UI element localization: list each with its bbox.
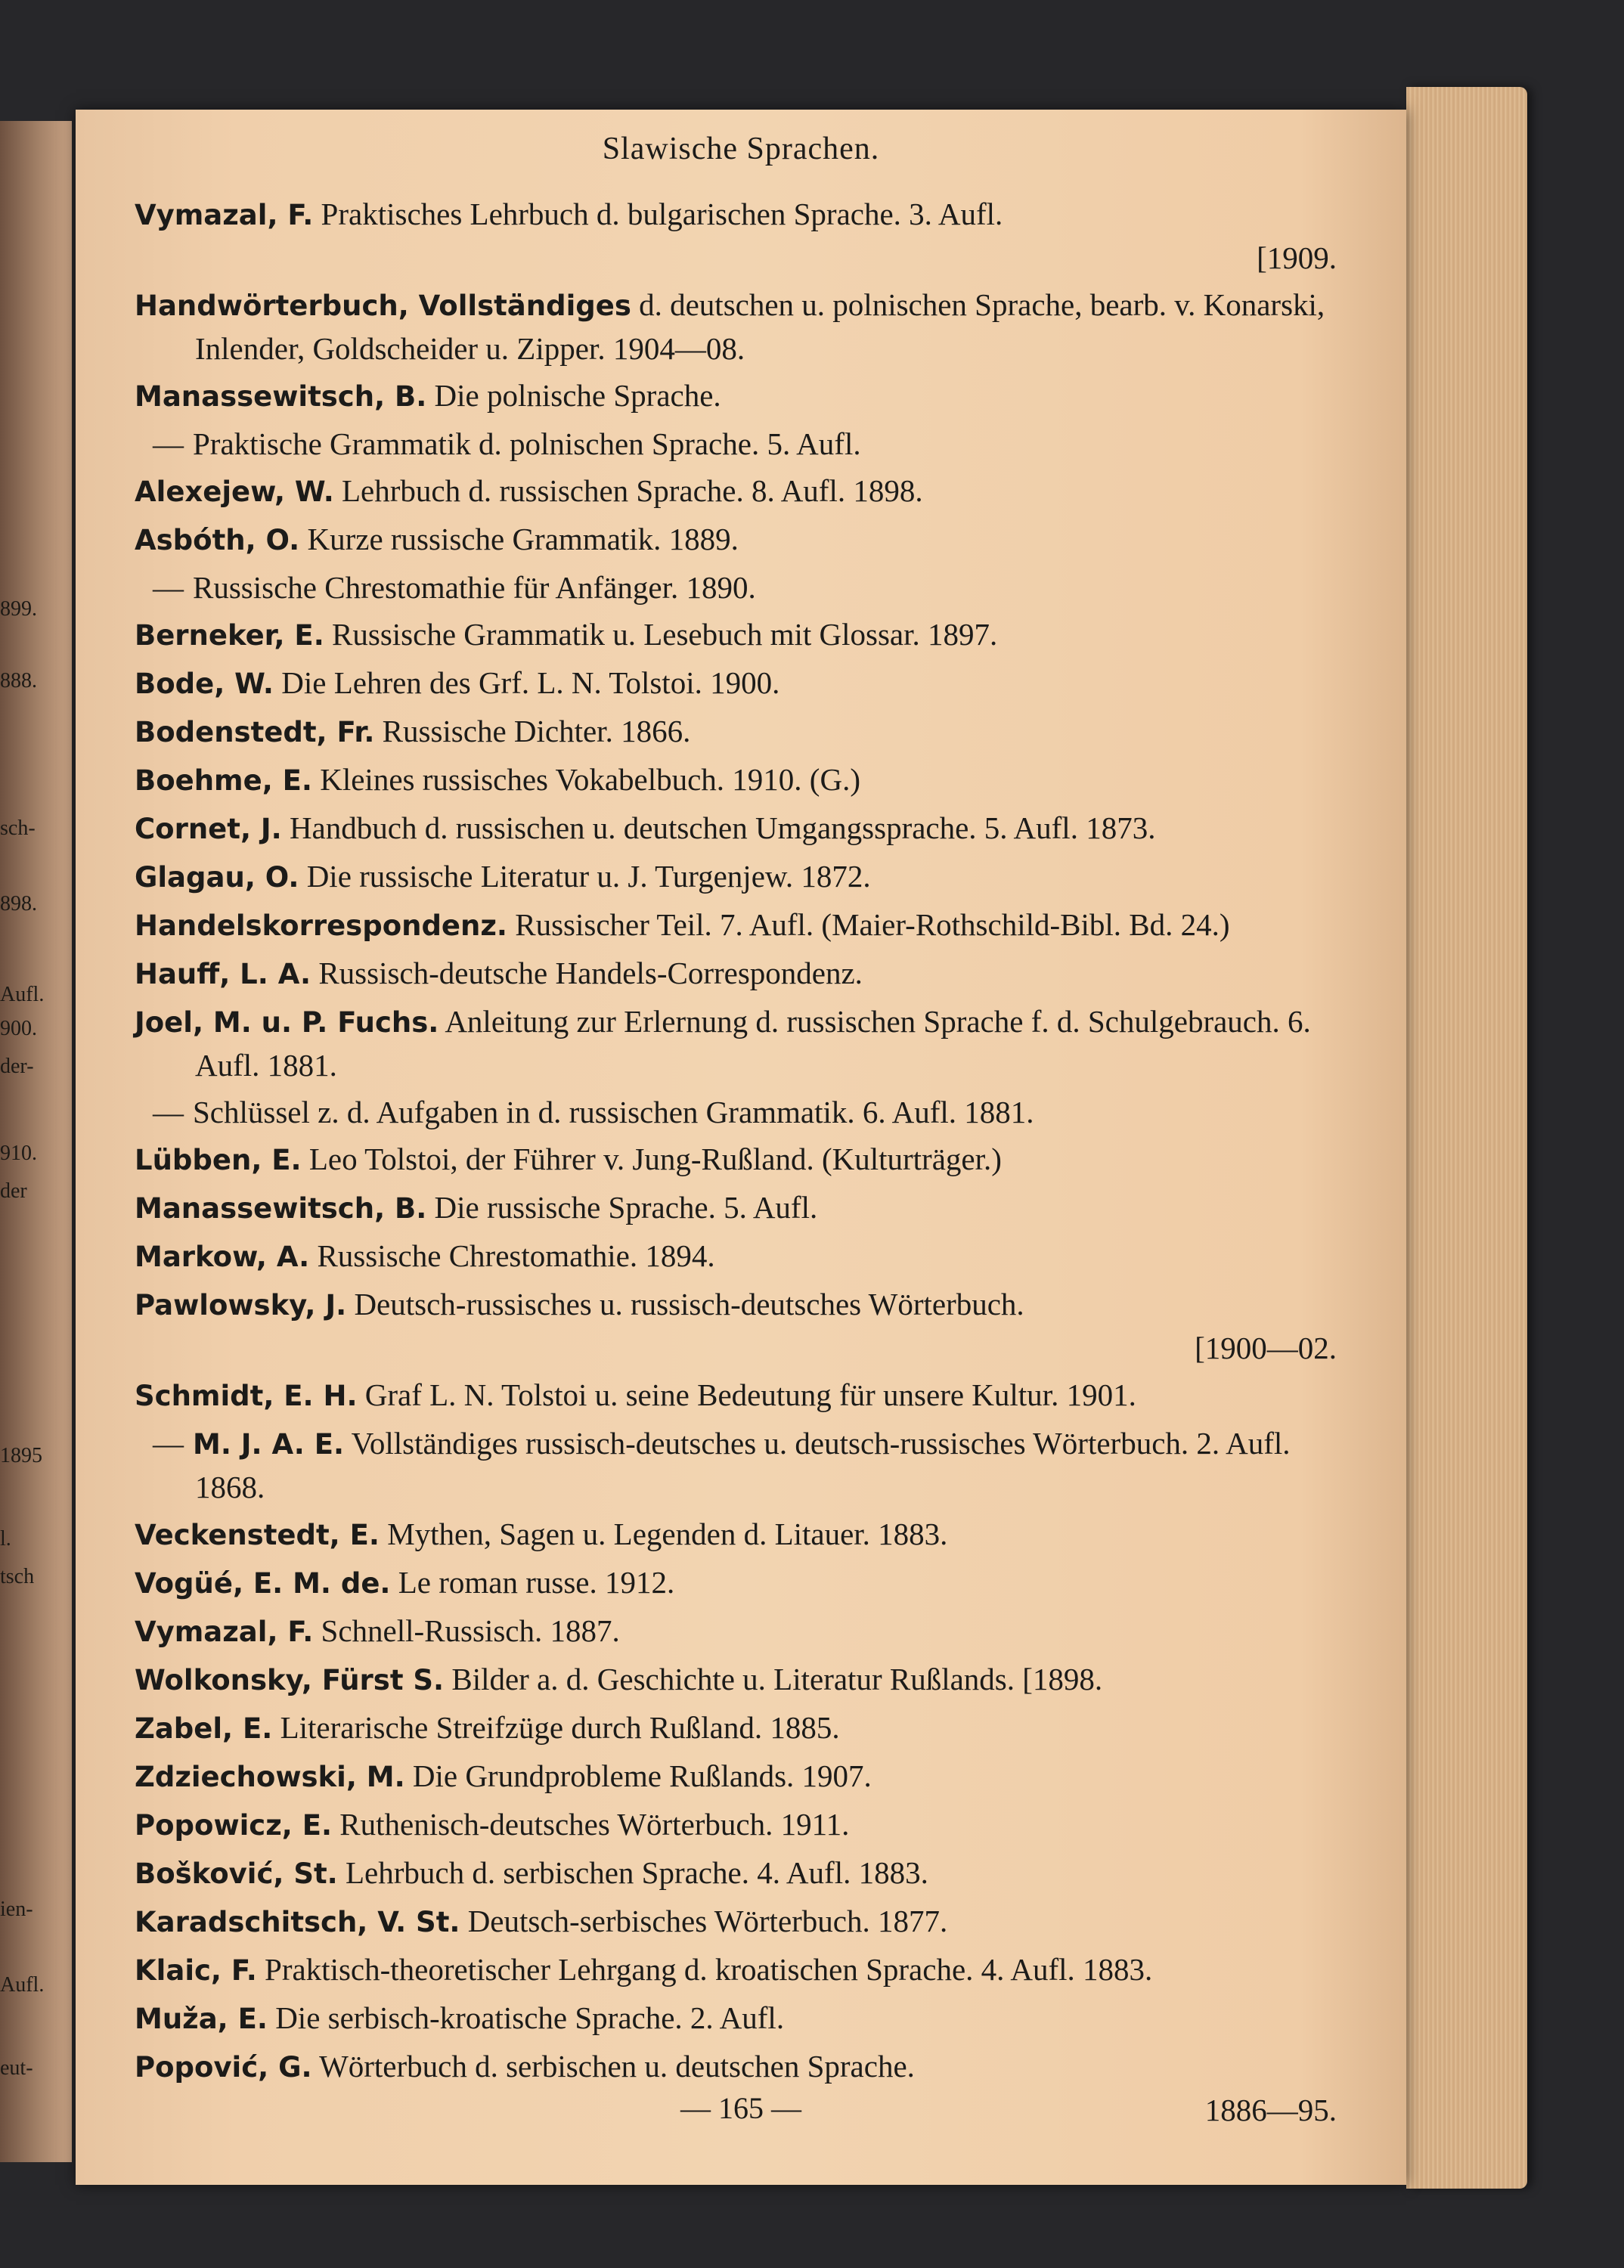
entry-author: Karadschitsch, V. St.	[135, 1906, 460, 1938]
facing-page-fragment: 899.	[0, 597, 37, 621]
entry-title: Die polnische Sprache.	[434, 378, 721, 413]
entry-title: Die serbisch-kroatische Sprache. 2. Aufl.	[275, 2000, 785, 2035]
entry-author: Berneker, E.	[135, 619, 324, 652]
entry-year-continuation: [1900—02.	[1195, 1331, 1337, 1365]
entry-author: Manassewitsch, B.	[135, 380, 427, 413]
entry-title: Russische Chrestomathie. 1894.	[317, 1238, 715, 1273]
entry-author: Schmidt, E. H.	[135, 1380, 358, 1412]
facing-page-fragment: Aufl.	[0, 1973, 45, 1997]
entry-title: Russische Dichter. 1866.	[382, 714, 691, 748]
ditto-dash: —	[153, 1426, 184, 1461]
entry-title: Kleines russisches Vokabelbuch. 1910. (G.)	[320, 762, 860, 797]
bibliography-entry	[135, 284, 1344, 370]
entry-author: Manassewitsch, B.	[135, 1192, 427, 1225]
facing-page-fragment: 900.	[0, 1017, 37, 1040]
bibliography-entry	[135, 1658, 1344, 1702]
entry-title: Deutsch-russisches u. russisch-deutsches Wörterbuch.	[354, 1287, 1024, 1321]
bibliography-entry	[135, 566, 1344, 609]
entry-title: Schnell-Russisch. 1887.	[321, 1613, 620, 1648]
facing-page-fragment: Aufl.	[0, 983, 45, 1006]
entry-author: Cornet, J.	[135, 813, 282, 845]
bibliography-entry	[135, 855, 1344, 899]
bibliography-entry	[135, 903, 1344, 947]
entry-author: Pawlowsky, J.	[135, 1289, 347, 1321]
entry-author: Muža, E.	[135, 2003, 268, 2035]
bibliography-entry	[135, 469, 1344, 513]
entry-author: M. J. A. E.	[193, 1428, 345, 1461]
entry-title: Graf L. N. Tolstoi u. seine Bedeutung für unsere Kultur. 1901.	[364, 1377, 1136, 1412]
entry-author: Vymazal, F.	[135, 199, 314, 231]
bibliography-entry	[135, 1000, 1344, 1086]
entry-title: Wörterbuch d. serbischen u. deutschen Sprache.	[319, 2049, 915, 2084]
ditto-dash: —	[153, 570, 184, 605]
entry-author: Vogüé, E. M. de.	[135, 1567, 391, 1600]
facing-page-fragment: 898.	[0, 892, 37, 916]
facing-page-fragment: 1895	[0, 1444, 42, 1467]
entry-title: Praktisches Lehrbuch d. bulgarischen Sprache. 3. Aufl.	[321, 197, 1003, 231]
bibliography-entry	[135, 1610, 1344, 1653]
entry-author: Zdziechowski, M.	[135, 1761, 405, 1793]
facing-page-fragment: sch-	[0, 816, 36, 840]
bibliography-entry	[135, 1851, 1344, 1895]
entry-author: Handelskorrespondenz.	[135, 909, 507, 942]
bibliography-entry	[135, 1706, 1344, 1750]
facing-page-fragment: 910.	[0, 1142, 37, 1165]
bibliography-entry	[135, 758, 1344, 802]
entry-author: Klaic, F.	[135, 1954, 257, 1987]
entry-title: Praktisch-theoretischer Lehrgang d. kroatischen Sprache. 4. Aufl. 1883.	[265, 1952, 1153, 1987]
bibliography-entry	[135, 1948, 1344, 1992]
running-head: Slawische Sprachen.	[602, 132, 880, 166]
bibliography-entry	[135, 1997, 1344, 2040]
entry-title: Leo Tolstoi, der Führer v. Jung-Rußland. (Kulturträger.)	[308, 1142, 1002, 1176]
entry-author: Zabel, E.	[135, 1712, 273, 1745]
entry-title: Die Lehren des Grf. L. N. Tolstoi. 1900.	[281, 665, 780, 700]
entry-title: Die russische Literatur u. J. Turgenjew. 1872.	[306, 859, 871, 894]
bibliography-entry	[135, 1091, 1344, 1133]
entry-author: Bošković, St.	[135, 1857, 338, 1890]
facing-page-fragment: der	[0, 1179, 27, 1203]
entry-title: Praktische Grammatik d. polnischen Sprache. 5. Aufl.	[193, 426, 861, 461]
entry-author: Joel, M. u. P. Fuchs.	[135, 1006, 439, 1039]
book-page-edges	[1406, 87, 1527, 2189]
entry-title: Russisch-deutsche Handels-Correspondenz.	[318, 956, 863, 990]
entry-title: Ruthenisch-deutsches Wörterbuch. 1911.	[339, 1807, 850, 1842]
bibliography-entry	[135, 374, 1344, 418]
page-number: — 165 —	[680, 2091, 801, 2125]
bibliography-entry	[135, 1422, 1344, 1508]
bibliography-entry	[135, 518, 1344, 562]
entry-title: Russische Chrestomathie für Anfänger. 1890.	[193, 570, 756, 605]
facing-page-fragment: eut-	[0, 2056, 33, 2080]
entry-author: Asbóth, O.	[135, 524, 300, 556]
entry-author: Boehme, E.	[135, 764, 312, 797]
entry-author: Glagau, O.	[135, 861, 299, 894]
entry-author: Alexejew, W.	[135, 476, 334, 508]
facing-page-fragment: ien-	[0, 1898, 33, 1921]
entry-title: Handbuch d. russischen u. deutschen Umgangssprache. 5. Aufl. 1873.	[289, 810, 1156, 845]
entry-title: Bilder a. d. Geschichte u. Literatur Rußlands. [1898.	[451, 1662, 1103, 1696]
entry-title: Deutsch-serbisches Wörterbuch. 1877.	[467, 1904, 948, 1938]
ditto-dash: —	[153, 426, 184, 461]
bibliography-entry	[135, 1561, 1344, 1605]
bibliography-entry	[135, 1513, 1344, 1557]
entry-author: Popowicz, E.	[135, 1809, 333, 1842]
bibliography-entry	[135, 423, 1344, 465]
entry-author: Hauff, L. A.	[135, 958, 311, 990]
entry-author: Popović, G.	[135, 2051, 312, 2084]
facing-page-fragment: der-	[0, 1055, 34, 1078]
entry-title: Le roman russe. 1912.	[398, 1565, 675, 1600]
entry-year-continuation: 1886—95.	[1204, 2093, 1337, 2127]
bibliography-entry	[135, 613, 1344, 657]
entry-author: Handwörterbuch, Vollständiges	[135, 290, 631, 322]
bibliography-entry	[135, 710, 1344, 754]
entry-title: Die Grundprobleme Rußlands. 1907.	[412, 1758, 872, 1793]
entry-author: Vymazal, F.	[135, 1616, 314, 1648]
bibliography-entry	[135, 193, 1344, 279]
bibliography-entry	[135, 1755, 1344, 1799]
entry-author: Veckenstedt, E.	[135, 1519, 380, 1551]
bibliography-entry	[135, 1803, 1344, 1847]
entry-title: Anleitung zur Erlernung d. russischen Sprache f. d. Schulgebrauch. 6. Aufl. 1881.	[195, 1004, 1311, 1083]
bibliography-entry	[135, 1235, 1344, 1278]
bibliography-entry	[135, 1900, 1344, 1944]
entry-title: Schlüssel z. d. Aufgaben in d. russischen Grammatik. 6. Aufl. 1881.	[193, 1095, 1034, 1129]
entry-year-continuation: [1909.	[1257, 240, 1337, 275]
entry-title: Lehrbuch d. russischen Sprache. 8. Aufl. 1898.	[342, 473, 923, 508]
bibliography-entry	[135, 1283, 1344, 1369]
entry-title: Russischer Teil. 7. Aufl. (Maier-Rothschild-Bibl. Bd. 24.)	[515, 907, 1230, 942]
bibliography-entry	[135, 1374, 1344, 1418]
bibliography-entry	[135, 662, 1344, 705]
entry-title: Vollständiges russisch-deutsches u. deutsch-russisches Wörterbuch. 2. Aufl. 1868.	[195, 1426, 1291, 1504]
facing-page-fragment: tsch	[0, 1565, 35, 1588]
entry-title: Russische Grammatik u. Lesebuch mit Glossar. 1897.	[332, 617, 998, 652]
entry-title: Lehrbuch d. serbischen Sprache. 4. Aufl. 1883.	[346, 1855, 928, 1890]
entry-title: Mythen, Sagen u. Legenden d. Litauer. 1883.	[387, 1517, 948, 1551]
facing-page-fragment: l.	[0, 1527, 11, 1551]
entry-title: Literarische Streifzüge durch Rußland. 1885.	[280, 1710, 840, 1745]
entry-author: Bode, W.	[135, 668, 274, 700]
entry-author: Lübben, E.	[135, 1144, 302, 1176]
facing-page-fragment: 888.	[0, 669, 37, 692]
book-page	[76, 110, 1406, 2185]
entry-author: Markow, A.	[135, 1241, 310, 1273]
ditto-dash: —	[153, 1095, 184, 1129]
bibliography-list	[135, 193, 1344, 2136]
entry-author: Bodenstedt, Fr.	[135, 716, 375, 748]
entry-author: Wolkonsky, Fürst S.	[135, 1664, 445, 1696]
bibliography-entry	[135, 1138, 1344, 1182]
entry-title: d. deutschen u. polnischen Sprache, bearb. v. Konarski, Inlender, Goldscheider u. Zipper. 1904—08.	[195, 287, 1325, 366]
bibliography-entry	[135, 952, 1344, 996]
entry-title: Die russische Sprache. 5. Aufl.	[434, 1190, 818, 1225]
entry-title: Kurze russische Grammatik. 1889.	[307, 522, 739, 556]
bibliography-entry	[135, 1186, 1344, 1230]
bibliography-entry	[135, 807, 1344, 850]
